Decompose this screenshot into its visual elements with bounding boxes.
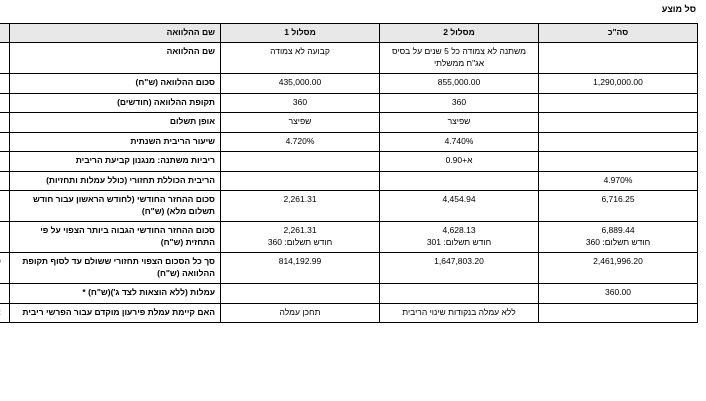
cell-track-2: 4,628.13 חודש תשלום: 301 bbox=[380, 222, 539, 253]
loan-offer-table bbox=[0, 23, 698, 323]
cell-label: סך כל הסכום הצפוי תחזורי ששולם עד לסוף תקופת ההלוואה (ש"ח) bbox=[10, 253, 221, 284]
cell-track-1: 2,261.31 חודש תשלום: 360 bbox=[221, 222, 380, 253]
table-header-row bbox=[0, 24, 698, 43]
table-row bbox=[0, 284, 698, 303]
cell-track-1 bbox=[221, 152, 380, 171]
cell-track-1 bbox=[221, 284, 380, 303]
cell-track-2 bbox=[380, 284, 539, 303]
cell-track-2: שפיצר bbox=[380, 113, 539, 132]
cell-track-2: 360 bbox=[380, 93, 539, 112]
column-header-track-2: מסלול 2 bbox=[380, 24, 539, 43]
table-row bbox=[0, 303, 698, 322]
cell-track-1: 4.720% bbox=[221, 132, 380, 151]
column-header-label: שם ההלוואה bbox=[10, 24, 221, 43]
cell-track-1: קבועה לא צמודה bbox=[221, 43, 380, 74]
cell-total: 6,889.44 חודש תשלום: 360 bbox=[539, 222, 698, 253]
cell-track-1: 2,261.31 bbox=[221, 191, 380, 222]
table-row bbox=[0, 152, 698, 171]
cell-track-1: תחכן עמלה bbox=[221, 303, 380, 322]
cell-row-number bbox=[0, 303, 10, 322]
cell-label: סכום ההלוואה (ש"ח) bbox=[10, 74, 221, 93]
column-header-track-1: מסלול 1 bbox=[221, 24, 380, 43]
table-header bbox=[0, 24, 698, 43]
cell-track-2: ללא עמלה בנקודות שינוי הריבית bbox=[380, 303, 539, 322]
cell-total bbox=[539, 113, 698, 132]
cell-total: 360.00 bbox=[539, 284, 698, 303]
cell-track-2: א+0.90 bbox=[380, 152, 539, 171]
cell-total bbox=[539, 93, 698, 112]
cell-label: עמלות (ללא הוצאות לצד ג')(ש"ח) * bbox=[10, 284, 221, 303]
cell-track-2: 4,454.94 bbox=[380, 191, 539, 222]
table-row bbox=[0, 253, 698, 284]
table-body bbox=[0, 43, 698, 323]
cell-row-number bbox=[0, 222, 10, 253]
cell-row-number bbox=[0, 74, 10, 93]
table-row bbox=[0, 43, 698, 74]
cell-track-1 bbox=[221, 171, 380, 190]
cell-total bbox=[539, 43, 698, 74]
cell-row-number bbox=[0, 43, 10, 74]
table-row bbox=[0, 222, 698, 253]
table-row bbox=[0, 171, 698, 190]
cell-label: שיעור הריבית השנתית bbox=[10, 132, 221, 151]
table-row bbox=[0, 74, 698, 93]
cell-label: שם ההלוואה bbox=[10, 43, 221, 74]
cell-row-number bbox=[0, 253, 10, 284]
cell-total: 2,461,996.20 bbox=[539, 253, 698, 284]
cell-label: האם קיימת עמלת פירעון מוקדם עבור הפרשי ריבית bbox=[10, 303, 221, 322]
cell-label: תקופת ההלוואה (חודשים) bbox=[10, 93, 221, 112]
cell-total: 4.970% bbox=[539, 171, 698, 190]
cell-row-number bbox=[0, 152, 10, 171]
cell-row-number bbox=[0, 284, 10, 303]
cell-total bbox=[539, 132, 698, 151]
cell-track-1: שפיצר bbox=[221, 113, 380, 132]
cell-total: 6,716.25 bbox=[539, 191, 698, 222]
cell-row-number bbox=[0, 191, 10, 222]
cell-label: הריבית הכוללת תחזורי (כולל עמלות ותחזיות) bbox=[10, 171, 221, 190]
cell-row-number bbox=[0, 93, 10, 112]
cell-track-2 bbox=[380, 171, 539, 190]
cell-label: סכום ההחזר החודשי (לחודש הראשון עבור חודש תשלום מלא) (ש"ח) bbox=[10, 191, 221, 222]
cell-track-1: 360 bbox=[221, 93, 380, 112]
cell-track-1: 435,000.00 bbox=[221, 74, 380, 93]
table-row bbox=[0, 113, 698, 132]
column-header-total: סה"כ bbox=[539, 24, 698, 43]
cell-row-number bbox=[0, 132, 10, 151]
cell-row-number bbox=[0, 171, 10, 190]
table-row bbox=[0, 93, 698, 112]
cell-row-number bbox=[0, 113, 10, 132]
cell-total bbox=[539, 303, 698, 322]
column-header-number bbox=[0, 24, 10, 43]
cell-track-2: משתנה לא צמודה כל 5 שנים על בסיס אג"ח ממשלתי bbox=[380, 43, 539, 74]
table-row bbox=[0, 191, 698, 222]
cell-total bbox=[539, 152, 698, 171]
offer-table-container bbox=[8, 23, 698, 323]
cell-label: סכום ההחזר החודשי הגבוה ביותר הצפוי על פי התחזית (ש"ח) bbox=[10, 222, 221, 253]
table-row bbox=[0, 132, 698, 151]
cell-track-2: 4.740% bbox=[380, 132, 539, 151]
cell-total: 1,290,000.00 bbox=[539, 74, 698, 93]
cell-track-2: 1,647,803.20 bbox=[380, 253, 539, 284]
cell-label: ריביות משתנה: מנגנון קביעת הריבית bbox=[10, 152, 221, 171]
cell-track-2: 855,000.00 bbox=[380, 74, 539, 93]
cell-track-1: 814,192.99 bbox=[221, 253, 380, 284]
cell-label: אופן תשלום bbox=[10, 113, 221, 132]
page-title: סל מוצע bbox=[661, 4, 696, 14]
